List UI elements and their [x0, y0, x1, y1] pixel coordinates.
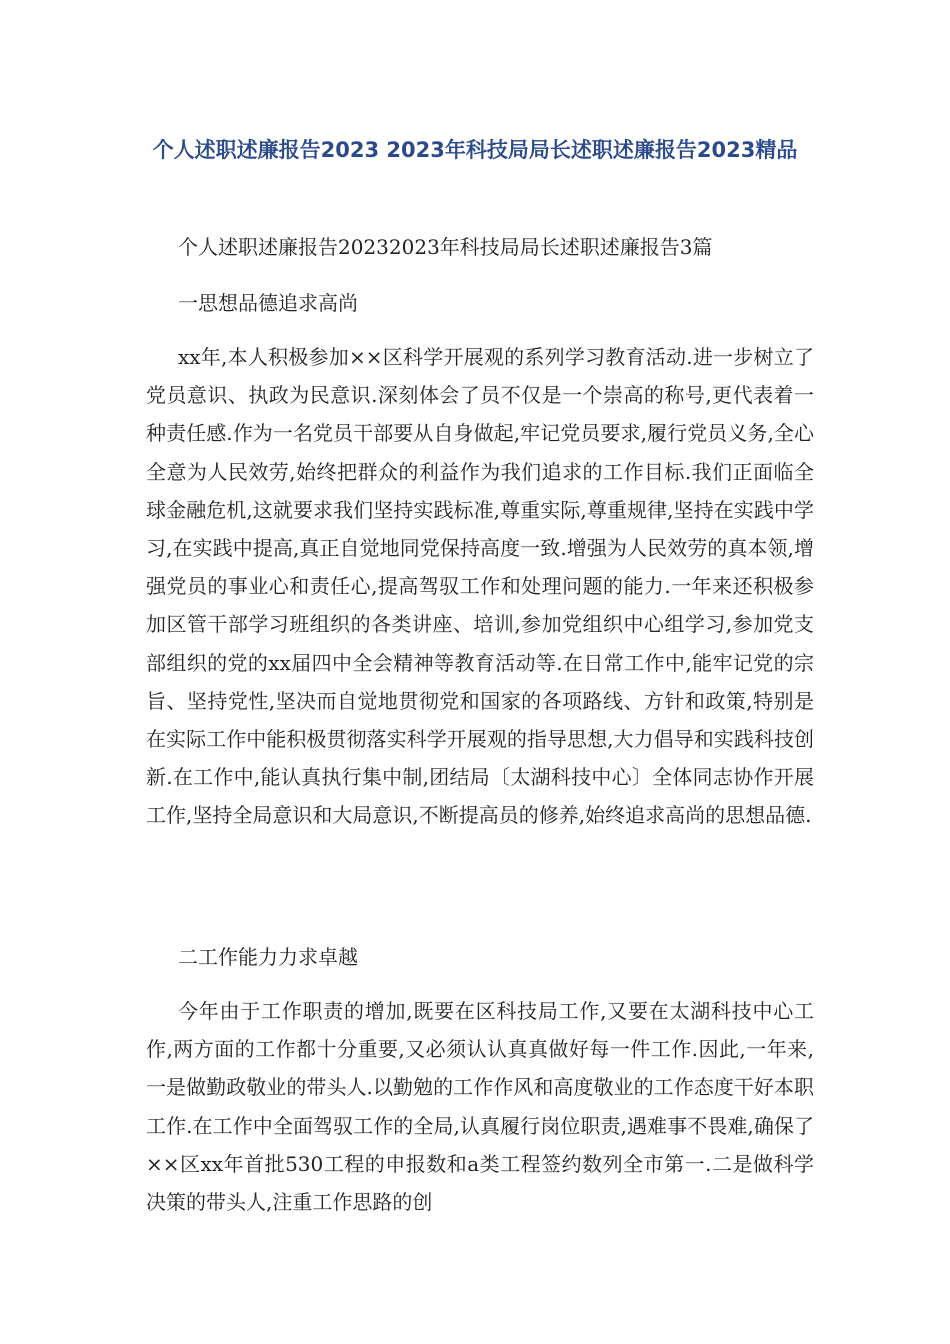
- section-heading-1: 一思想品德追求高尚: [178, 291, 358, 315]
- document-subtitle: 个人述职述廉报告20232023年科技局局长述职述廉报告3篇: [178, 235, 713, 259]
- section-heading-2: 二工作能力力求卓越: [178, 945, 358, 969]
- document-title: 个人述职述廉报告2023 2023年科技局局长述职述廉报告2023精品: [152, 138, 798, 162]
- section-paragraph-1: xx年,本人积极参加××区科学开展观的系列学习教育活动.进一步树立了党员意识、执政为民意识.深刻体会了员不仅是一个崇高的称号,更代表着一种责任感.作为一名党员干部要从自身做起,牢记党员要求,履行党员义务,全心全意为人民效劳,始终把群众的利益作为我们追求的工作目标.我们正面临全球金融危机,这就要求我们坚持实践标准,尊重实际,尊重规律,坚持在实践中学习,在实践中提高,真正自觉地同党保持高度一致.增强为人民效劳的真本领,增强党员的事业心和责任心,提高驾驭工作和处理问题的能力.一年来还积极参加区管干部学习班组织的各类讲座、培训,参加党组织中心组学习,参加党支部组织的党的xx届四中全会精神等教育活动等.在日常工作中,能牢记党的宗旨、坚持党性,坚决而自觉地贯彻党和国家的各项路线、方针和政策,特别是在实际工作中能积极贯彻落实科学开展观的指导思想,大力倡导和实践科技创新.在工作中,能认真执行集中制,团结局〔太湖科技中心〕全体同志协作开展工作,坚持全局意识和大局意识,不断提高员的修养,始终追求高尚的思想品德.: [146, 345, 814, 828]
- section-paragraph-2: 今年由于工作职责的增加,既要在区科技局工作,又要在太湖科技中心工作,两方面的工作都十分重要,又必须认认真真做好每一件工作.因此,一年来,一是做勤政敬业的带头人.以勤勉的工作作风和高度敬业的工作态度干好本职工作.在工作中全面驾驭工作的全局,认真履行岗位职责,遇难事不畏难,确保了××区xx年首批530工程的申报数和a类工程签约数列全市第一.二是做科学决策的带头人,注重工作思路的创: [146, 999, 814, 1215]
